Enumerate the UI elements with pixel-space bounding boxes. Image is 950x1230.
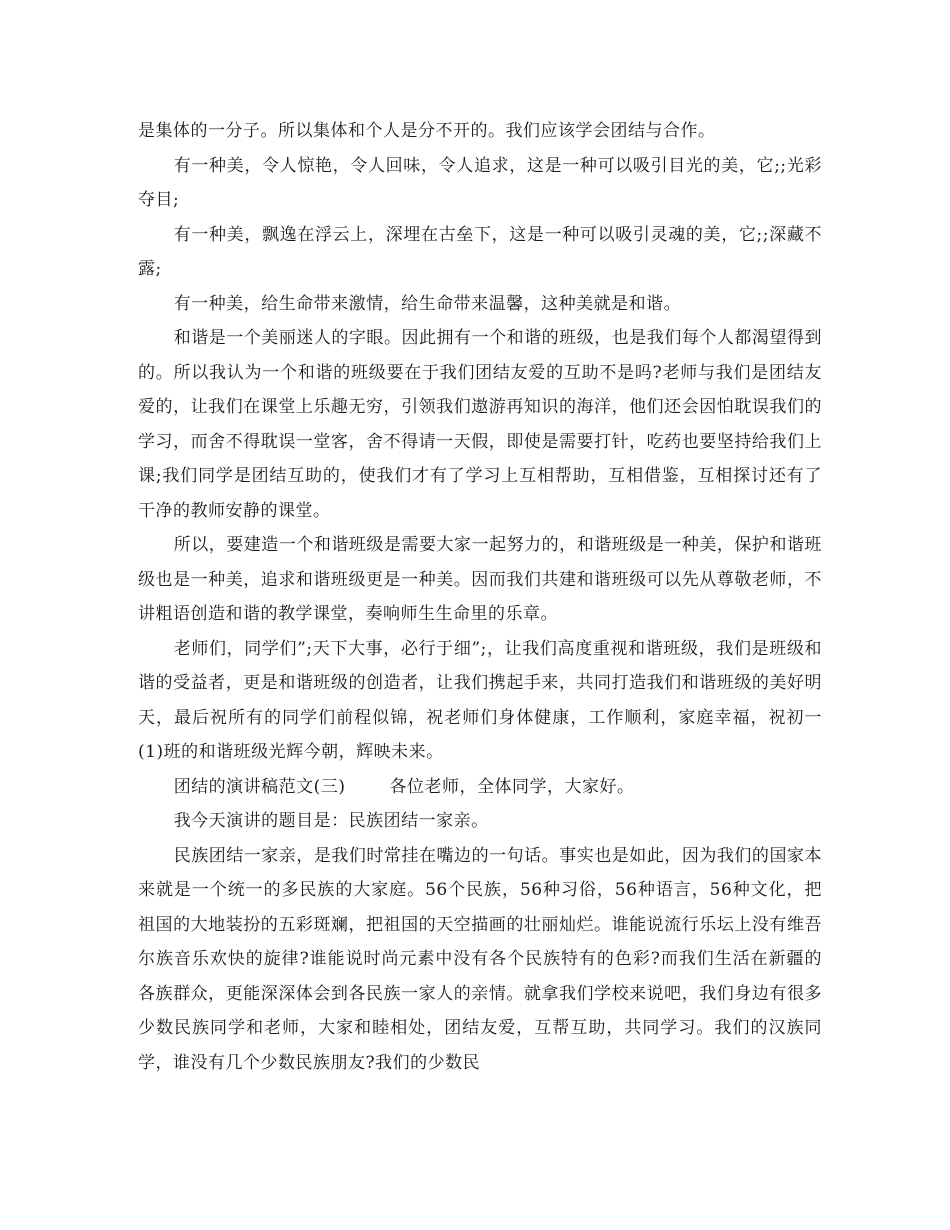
- document-body: [138, 114, 822, 1080]
- paragraph: 有一种美，令人惊艳，令人回味，令人追求，这是一种可以吸引目光的美，它;;光彩夺目;: [138, 155, 822, 210]
- paragraph: 有一种美，给生命带来激情，给生命带来温馨，这种美就是和谐。: [173, 293, 682, 314]
- greeting: 各位老师，全体同学，大家好。: [389, 776, 635, 797]
- paragraph: 老师们，同学们”;天下大事，必行于细”;，让我们高度重视和谐班级，我们是班级和谐的受益者，更是和谐班级的创造者，让我们携起手来，共同打造我们和谐班级的美好明天，最后祝所有的同学们前程似锦，祝老师们身体健康，工作顺利，家庭幸福，祝初一(1)班的和谐班级光辉今朝，辉映未来。: [138, 638, 822, 762]
- paragraph: 民族团结一家亲，是我们时常挂在嘴边的一句话。事实也是如此，因为我们的国家本来就是一个统一的多民族的大家庭。56个民族，56种习俗，56种语言，56种文化，把祖国的大地装扮的五彩斑斓，把祖国的天空描画的壮丽灿烂。谁能说流行乐坛上没有维吾尔族音乐欢快的旋律?谁能说时尚元素中没有各个民族特有的色彩?而我们生活在新疆的各族群众，更能深深体会到各民族一家人的亲情。就拿我们学校来说吧，我们身边有很多少数民族同学和老师，大家和睦相处，团结友爱，互帮互助，共同学习。我们的汉族同学，谁没有几个少数民族朋友?我们的少数民: [138, 845, 822, 1073]
- paragraph: 所以，要建造一个和谐班级是需要大家一起努力的，和谐班级是一种美，保护和谐班级也是一种美，追求和谐班级更是一种美。因而我们共建和谐班级可以先从尊敬老师，不讲粗语创造和谐的教学课堂，奏响师生生命里的乐章。: [138, 535, 822, 624]
- paragraph: 是集体的一分子。所以集体和个人是分不开的。我们应该学会团结与合作。: [138, 121, 716, 141]
- section-heading: 团结的演讲稿范文(三): [173, 776, 346, 797]
- paragraph: 我今天演讲的题目是：民族团结一家亲。: [173, 811, 489, 831]
- paragraph: 和谐是一个美丽迷人的字眼。因此拥有一个和谐的班级，也是我们每个人都渴望得到的。所以我认为一个和谐的班级要在于我们团结友爱的互助不是吗?老师与我们是团结友爱的，让我们在课堂上乐趣无穷，引领我们遨游再知识的海洋，他们还会因怕耽误我们的学习，而舍不得耽误一堂客，舍不得请一天假，即使是需要打针，吃药也要坚持给我们上课;我们同学是团结互助的，使我们才有了学习上互相帮助，互相借鉴，互相探讨还有了干净的教师安静的课堂。: [138, 328, 822, 521]
- paragraph: 有一种美，飘逸在浮云上，深埋在古垒下，这是一种可以吸引灵魂的美，它;;深藏不露;: [138, 224, 822, 279]
- section-heading-line: [138, 770, 822, 805]
